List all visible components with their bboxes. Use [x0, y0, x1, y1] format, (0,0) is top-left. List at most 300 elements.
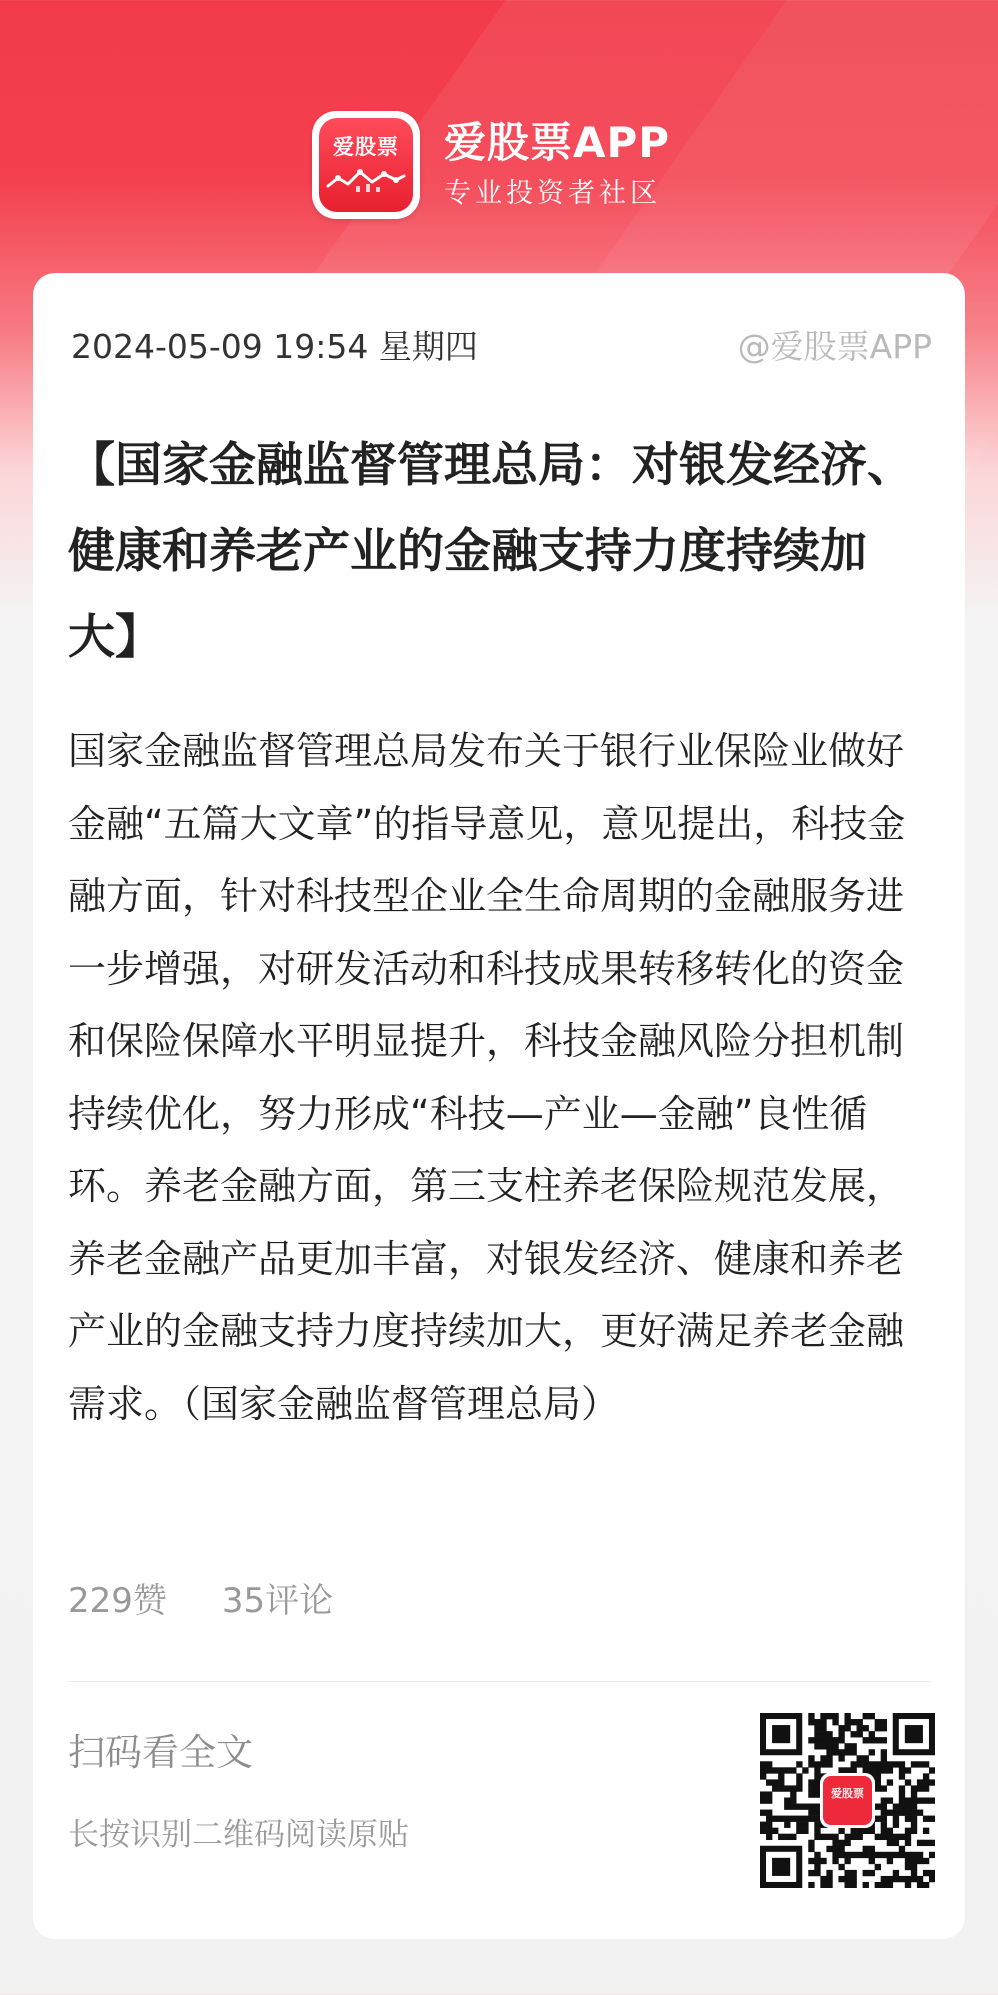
qr-module [875, 1852, 881, 1858]
qr-module [875, 1767, 881, 1773]
qr-module [887, 1767, 893, 1773]
qr-module [917, 1779, 923, 1785]
app-header [312, 110, 670, 220]
qr-module [766, 1828, 772, 1834]
qr-module [905, 1882, 911, 1888]
qr-module [814, 1852, 820, 1858]
qr-module [760, 1797, 766, 1803]
qr-module [814, 1864, 820, 1870]
qr-module [875, 1882, 881, 1888]
qr-module [893, 1810, 899, 1816]
qr-module [899, 1846, 905, 1852]
qr-module [857, 1852, 863, 1858]
qr-module [881, 1852, 887, 1858]
qr-module [826, 1876, 832, 1882]
qr-module [802, 1804, 808, 1810]
qr-module [838, 1725, 844, 1731]
qr-module [893, 1761, 899, 1767]
qr-module [778, 1773, 784, 1779]
qr-module [808, 1882, 814, 1888]
qr-module [911, 1858, 917, 1864]
qr-module [766, 1791, 772, 1797]
qr-module [820, 1834, 826, 1840]
qr-module [929, 1767, 935, 1773]
qr-module [760, 1773, 766, 1779]
qr-module [911, 1761, 917, 1767]
qr-module [832, 1852, 838, 1858]
qr-module [917, 1761, 923, 1767]
qr-module [826, 1743, 832, 1749]
qr-module [814, 1858, 820, 1864]
qr-module [869, 1737, 875, 1743]
qr-module [838, 1755, 844, 1761]
qr-module [887, 1834, 893, 1840]
qr-module [899, 1797, 905, 1803]
qr-module [911, 1797, 917, 1803]
qr-module [844, 1882, 850, 1888]
qr-module [875, 1804, 881, 1810]
qr-module [863, 1725, 869, 1731]
qr-module [911, 1828, 917, 1834]
qr-module [875, 1834, 881, 1840]
qr-module [869, 1846, 875, 1852]
qr-module [826, 1713, 832, 1719]
qr-module [826, 1749, 832, 1755]
qr-module [929, 1797, 935, 1803]
qr-module [905, 1864, 911, 1870]
qr-module [826, 1834, 832, 1840]
qr-module [772, 1785, 778, 1791]
qr-module [760, 1810, 766, 1816]
qr-module [917, 1840, 923, 1846]
qr-module [917, 1852, 923, 1858]
qr-module [887, 1876, 893, 1882]
qr-module [802, 1816, 808, 1822]
post-source[interactable]: @爱股票APP [737, 327, 932, 366]
qr-module [808, 1840, 814, 1846]
qr-module [832, 1846, 838, 1852]
qr-module [899, 1834, 905, 1840]
chart-line-icon [326, 164, 406, 194]
qr-module [881, 1767, 887, 1773]
qr-module [893, 1852, 899, 1858]
qr-module [863, 1870, 869, 1876]
qr-module [863, 1755, 869, 1761]
qr-module [796, 1804, 802, 1810]
qr-module [905, 1767, 911, 1773]
likes-count[interactable]: 229赞 [68, 1581, 167, 1621]
qr-module [917, 1882, 923, 1888]
qr-module [887, 1852, 893, 1858]
qr-module [808, 1870, 814, 1876]
qr-module [808, 1804, 814, 1810]
qr-module [838, 1749, 844, 1755]
qr-module [923, 1840, 929, 1846]
qr-module [881, 1737, 887, 1743]
qr-module [905, 1852, 911, 1858]
qr-module [790, 1785, 796, 1791]
qr-module [814, 1725, 820, 1731]
qr-module [851, 1870, 857, 1876]
qr-module [766, 1797, 772, 1803]
qr-module [796, 1828, 802, 1834]
qr-module [923, 1870, 929, 1876]
qr-module [832, 1743, 838, 1749]
qr-module [832, 1713, 838, 1719]
qr-module [869, 1749, 875, 1755]
qr-module [905, 1840, 911, 1846]
qr-module [905, 1804, 911, 1810]
qr-module [796, 1779, 802, 1785]
qr-module [923, 1797, 929, 1803]
qr-module [808, 1761, 814, 1767]
qr-module [760, 1791, 766, 1797]
qr-module [802, 1828, 808, 1834]
qr-module [923, 1785, 929, 1791]
qr-module [820, 1713, 826, 1719]
qr-module [881, 1755, 887, 1761]
qr-module [923, 1882, 929, 1888]
qr-module [808, 1846, 814, 1852]
qr-module [917, 1858, 923, 1864]
qr-module [814, 1743, 820, 1749]
qr-module [899, 1773, 905, 1779]
scan-hint: 长按识别二维码阅读原贴 [68, 1817, 409, 1853]
qr-module [875, 1785, 881, 1791]
qr-module [929, 1816, 935, 1822]
app-logo-text: 爱股票 [333, 135, 399, 159]
qr-module [820, 1731, 826, 1737]
qr-module [923, 1761, 929, 1767]
qr-module [814, 1719, 820, 1725]
qr-module [766, 1779, 772, 1785]
qr-module [808, 1785, 814, 1791]
qr-module [808, 1791, 814, 1797]
qr-module [796, 1816, 802, 1822]
qr-module [826, 1882, 832, 1888]
qr-module [826, 1737, 832, 1743]
qr-module [760, 1822, 766, 1828]
qr-module [820, 1761, 826, 1767]
qr-module [881, 1834, 887, 1840]
qr-module [844, 1840, 850, 1846]
post-stats [68, 1579, 333, 1623]
qr-module [784, 1785, 790, 1791]
qr-module [772, 1767, 778, 1773]
qr-module [905, 1858, 911, 1864]
qr-module [844, 1852, 850, 1858]
qr-module [832, 1719, 838, 1725]
qr-module [778, 1785, 784, 1791]
qr-module [881, 1749, 887, 1755]
qr-module [881, 1822, 887, 1828]
qr-module [832, 1834, 838, 1840]
qr-module [887, 1882, 893, 1888]
qr-logo-icon [820, 1773, 875, 1828]
qr-module [875, 1864, 881, 1870]
qr-module [778, 1767, 784, 1773]
qr-module [838, 1737, 844, 1743]
qr-module [869, 1767, 875, 1773]
qr-module [905, 1834, 911, 1840]
qr-module [844, 1858, 850, 1864]
qr-module [784, 1816, 790, 1822]
qr-module [772, 1816, 778, 1822]
qr-finder-pattern [905, 1725, 923, 1743]
post-meta [71, 321, 932, 368]
qr-module [844, 1719, 850, 1725]
qr-module [808, 1816, 814, 1822]
qr-module [844, 1713, 850, 1719]
qr-module [857, 1719, 863, 1725]
qr-module [814, 1822, 820, 1828]
qr-module [923, 1773, 929, 1779]
qr-module [863, 1713, 869, 1719]
qr-module [911, 1852, 917, 1858]
qr-module [851, 1719, 857, 1725]
qr-module [772, 1828, 778, 1834]
qr-module [814, 1737, 820, 1743]
qr-module [857, 1761, 863, 1767]
qr-module [863, 1737, 869, 1743]
qr-module [917, 1876, 923, 1882]
qr-module [851, 1828, 857, 1834]
qr-module [911, 1804, 917, 1810]
qr-module [838, 1876, 844, 1882]
qr-module [881, 1882, 887, 1888]
qr-module [778, 1834, 784, 1840]
qr-module [760, 1767, 766, 1773]
qr-module [905, 1810, 911, 1816]
qr-module [917, 1810, 923, 1816]
qr-module [923, 1828, 929, 1834]
qr-module [911, 1785, 917, 1791]
qr-module [887, 1858, 893, 1864]
qr-module [869, 1852, 875, 1858]
qr-module [923, 1858, 929, 1864]
qr-module [911, 1816, 917, 1822]
qr-module [869, 1731, 875, 1737]
qr-module [923, 1779, 929, 1785]
qr-module [863, 1761, 869, 1767]
qr-module [832, 1840, 838, 1846]
qr-module [863, 1852, 869, 1858]
qr-module [851, 1749, 857, 1755]
qr-module [887, 1779, 893, 1785]
qr-module [899, 1767, 905, 1773]
qr-module [881, 1797, 887, 1803]
app-logo-icon [312, 111, 420, 219]
qr-module [790, 1797, 796, 1803]
qr-module [820, 1737, 826, 1743]
qr-module [869, 1870, 875, 1876]
qr-module [893, 1816, 899, 1822]
qr-module [851, 1761, 857, 1767]
qr-module [826, 1870, 832, 1876]
qr-module [887, 1761, 893, 1767]
qr-module [881, 1785, 887, 1791]
post-card [33, 273, 965, 1939]
qr-module [881, 1828, 887, 1834]
qr-module [917, 1785, 923, 1791]
qr-module [857, 1755, 863, 1761]
qr-module [887, 1840, 893, 1846]
qr-module [838, 1852, 844, 1858]
qr-module [796, 1773, 802, 1779]
qr-module [820, 1725, 826, 1731]
qr-module [929, 1779, 935, 1785]
qr-module [808, 1713, 814, 1719]
qr-module [820, 1719, 826, 1725]
qr-module [790, 1816, 796, 1822]
qr-module [796, 1785, 802, 1791]
qr-module [790, 1767, 796, 1773]
qr-module [863, 1846, 869, 1852]
qr-module [881, 1725, 887, 1731]
qr-module [820, 1743, 826, 1749]
qr-module [790, 1791, 796, 1797]
qr-module [893, 1870, 899, 1876]
post-datetime: 2024-05-09 19:54 星期四 [71, 327, 478, 366]
qr-module [881, 1816, 887, 1822]
qr-module [857, 1725, 863, 1731]
qr-module [796, 1761, 802, 1767]
qr-module [851, 1876, 857, 1882]
app-slogan: 专业投资者社区 [444, 178, 661, 209]
qr-module [905, 1876, 911, 1882]
qr-module [899, 1804, 905, 1810]
qr-module [851, 1731, 857, 1737]
qr-module [814, 1731, 820, 1737]
qr-module [905, 1816, 911, 1822]
qr-module [923, 1816, 929, 1822]
qr-module [869, 1858, 875, 1864]
qr-module [881, 1719, 887, 1725]
qr-module [802, 1767, 808, 1773]
qr-module [917, 1797, 923, 1803]
qr-module [844, 1834, 850, 1840]
qr-module [772, 1779, 778, 1785]
qr-module [899, 1852, 905, 1858]
qr-module [857, 1828, 863, 1834]
qr-module [875, 1725, 881, 1731]
qr-module [838, 1846, 844, 1852]
qr-module [875, 1737, 881, 1743]
qr-module [911, 1791, 917, 1797]
qr-module [808, 1779, 814, 1785]
comments-count[interactable]: 35评论 [221, 1581, 334, 1621]
post-title: 【国家金融监督管理总局：对银发经济、健康和养老产业的金融支持力度持续加大】 [68, 438, 914, 665]
qr-module [844, 1876, 850, 1882]
qr-module [899, 1876, 905, 1882]
qr-module [911, 1876, 917, 1882]
qr-module [814, 1761, 820, 1767]
qr-module [899, 1785, 905, 1791]
brand-block [444, 118, 670, 212]
qr-module [784, 1797, 790, 1803]
qr-module [863, 1828, 869, 1834]
qr-module [784, 1804, 790, 1810]
qr-module [790, 1804, 796, 1810]
qr-finder-pattern [772, 1725, 790, 1743]
qr-module [851, 1743, 857, 1749]
qr-module [808, 1810, 814, 1816]
qr-module [893, 1834, 899, 1840]
qr-module [838, 1731, 844, 1737]
qr-module [911, 1864, 917, 1870]
qr-module [851, 1834, 857, 1840]
qr-module [869, 1761, 875, 1767]
qr-module [881, 1810, 887, 1816]
qr-module [820, 1755, 826, 1761]
scan-title: 扫码看全文 [68, 1731, 253, 1774]
post-body: 国家金融监督管理总局发布关于银行业保险业做好金融“五篇大文章”的指导意见，意见提出，科技金融方面，针对科技型企业全生命周期的金融服务进一步增强，对研发活动和科技成果转移转化的资金和保险保障水平明显提升，科技金融风险分担机制持续优化，努力形成“科技—产业—金融”良性循环。养老金融方面，第三支柱养老保险规范发展，养老金融产品更加丰富，对银发经济、健康和养老产业的金融支持力度持续加大，更好满足养老金融需求。（国家金融监督管理总局） [68, 729, 906, 1426]
qr-module [826, 1846, 832, 1852]
qr-module [887, 1828, 893, 1834]
qr-module [844, 1870, 850, 1876]
qr-module [760, 1828, 766, 1834]
qr-code-icon[interactable] [760, 1713, 935, 1888]
qr-module [844, 1725, 850, 1731]
qr-module [766, 1810, 772, 1816]
qr-module [814, 1767, 820, 1773]
qr-module [820, 1882, 826, 1888]
qr-module [814, 1828, 820, 1834]
qr-module [814, 1834, 820, 1840]
app-name: 爱股票APP [444, 118, 671, 167]
qr-module [832, 1737, 838, 1743]
qr-module [838, 1840, 844, 1846]
qr-module [893, 1876, 899, 1882]
qr-module [808, 1737, 814, 1743]
qr-module [869, 1828, 875, 1834]
qr-module [911, 1822, 917, 1828]
qr-module [808, 1755, 814, 1761]
qr-module [820, 1876, 826, 1882]
qr-module [826, 1731, 832, 1737]
qr-module [875, 1719, 881, 1725]
qr-module [881, 1804, 887, 1810]
qr-module [929, 1852, 935, 1858]
divider [68, 1681, 930, 1682]
qr-module [838, 1828, 844, 1834]
qr-module [881, 1876, 887, 1882]
qr-module [766, 1822, 772, 1828]
qr-module [790, 1834, 796, 1840]
qr-module [887, 1810, 893, 1816]
qr-module [875, 1761, 881, 1767]
qr-module [766, 1816, 772, 1822]
qr-logo-text: 爱股票 [831, 1787, 864, 1800]
qr-module [869, 1713, 875, 1719]
qr-module [778, 1816, 784, 1822]
qr-module [905, 1828, 911, 1834]
qr-module [814, 1870, 820, 1876]
qr-module [929, 1870, 935, 1876]
qr-module [844, 1749, 850, 1755]
qr-module [784, 1834, 790, 1840]
qr-module [899, 1810, 905, 1816]
qr-module [838, 1864, 844, 1870]
qr-module [905, 1779, 911, 1785]
qr-module [875, 1816, 881, 1822]
qr-module [875, 1773, 881, 1779]
qr-module [826, 1761, 832, 1767]
qr-module [766, 1834, 772, 1840]
qr-module [832, 1858, 838, 1864]
qr-module [808, 1719, 814, 1725]
qr-module [820, 1858, 826, 1864]
